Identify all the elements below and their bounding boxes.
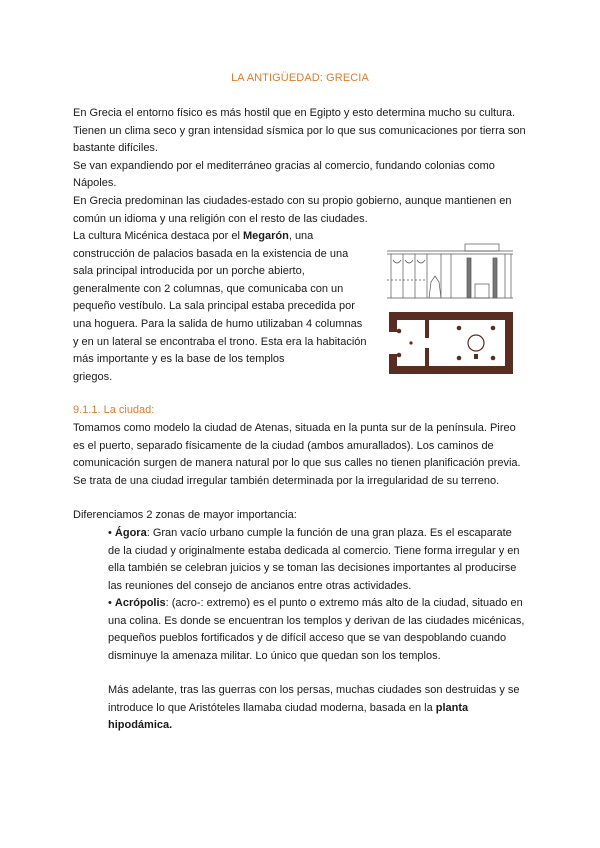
term-hipodamica: hipodámica.: [108, 719, 173, 732]
bullet: •: [108, 597, 112, 609]
text-line: [108, 595, 524, 613]
megaron-plan: [389, 312, 513, 374]
text-line: una hoguera. Para la salida de humo utilizaban 4 columnas: [73, 317, 363, 330]
text-segment: : (acro-: extremo) es el punto o extremo más alto de la ciudad, situado en: [165, 597, 523, 609]
text-line: construcción de palacios basada en la existencia de una: [73, 247, 349, 260]
text-line: Se van expandiendo por el mediterráneo gracias al comercio, fundando colonias como: [73, 159, 495, 172]
text-line: [108, 700, 520, 718]
text-line: es el puerto, separado físicamente de la ciudad (ambos amurallados). Los caminos de: [73, 439, 494, 452]
text-line: las reuniones del consejo de ancianos entre otras actividades.: [108, 579, 412, 592]
text-line: generalmente con 2 columnas, que comunicaba con un: [73, 282, 344, 295]
section-heading: 9.1.1. La ciudad:: [73, 404, 155, 416]
text-line: de la ciudad y originalmente estaba dedicada al comercio. Tiene forma irregular y en: [108, 544, 520, 557]
text-segment: introduce lo que Aristóteles llamaba ciudad moderna, basada en la: [108, 701, 436, 714]
text-line: sala principal introducida por un porche abierto,: [73, 265, 305, 278]
acropolis-item: [108, 595, 524, 665]
text-line: Se trata de una ciudad irregular también determinada por la irregularidad de su terreno.: [73, 474, 500, 487]
text-line: pequeños pueblos fortificados y de difícil acceso que se van despoblando cuando: [108, 632, 507, 645]
text-line: Tienen un clima seco y gran intensidad sísmica por lo que sus comunicaciones por tierra son: [73, 124, 526, 137]
text-line: y en un lateral se encontraba el trono. Esta era la habitación: [73, 335, 367, 348]
text-line: En Grecia predominan las ciudades-estado con su propio gobierno, aunque mantienen en: [73, 194, 512, 207]
text-line: una colina. Es donde se encuentran los templos y derivan de las ciudades micénicas,: [108, 614, 525, 627]
zones-intro: Diferenciamos 2 zonas de mayor importancia:: [73, 509, 297, 521]
megaron-figure: [385, 240, 515, 378]
text-segment: , una: [288, 230, 314, 242]
intro-paragraph: [73, 105, 526, 228]
megaron-drawing: [385, 240, 515, 378]
text-segment: La cultura Micénica destaca por el: [73, 230, 243, 242]
text-line: disminuye la amenaza militar. Lo único que quedan son los templos.: [108, 649, 441, 662]
bullet: •: [108, 527, 112, 539]
term-planta: planta: [435, 701, 469, 714]
megaron-paragraph: [73, 228, 367, 386]
text-segment: : Gran vacío urbano cumple la función de una gran plaza. Es el escaparate: [146, 527, 512, 539]
page-title: LA ANTIGÜEDAD: GRECIA: [231, 72, 369, 84]
text-line: Tomamos como modelo la ciudad de Atenas, situada en la punta sur de la península. Pireo: [73, 422, 516, 434]
text-line: Más adelante, tras las guerras con los persas, muchas ciudades son destruidas y se: [108, 684, 520, 696]
term-agora: Ágora: [114, 527, 147, 539]
text-line: griegos.: [73, 370, 113, 383]
text-line: más importante y es la base de los templos: [73, 353, 285, 366]
text-line: ella también se celebran juicios y se toman las decisiones importantes al producirse: [108, 562, 517, 575]
text-line: [73, 228, 367, 246]
term-megaron: Megarón: [242, 230, 289, 242]
text-line: [108, 525, 520, 543]
text-line: bastante difíciles.: [73, 142, 158, 155]
text-line: Nápoles.: [73, 177, 117, 190]
city-paragraph: [73, 420, 521, 490]
agora-item: [108, 525, 520, 595]
closing-paragraph: [108, 682, 520, 735]
text-line: común un idioma y una religión con el resto de las ciudades.: [73, 212, 368, 225]
text-line: [108, 717, 520, 735]
text-line: En Grecia el entorno físico es más hostil que en Egipto y esto determina mucho su cultura.: [73, 107, 516, 119]
text-line: pequeño vestíbulo. La sala principal estaba precedida por: [73, 300, 355, 313]
text-line: comunicación surgen de manera natural por lo que sus calles no tienen planificación previa.: [73, 457, 521, 470]
megaron-elevation: [387, 244, 513, 298]
term-acropolis: Acrópolis: [114, 597, 166, 609]
